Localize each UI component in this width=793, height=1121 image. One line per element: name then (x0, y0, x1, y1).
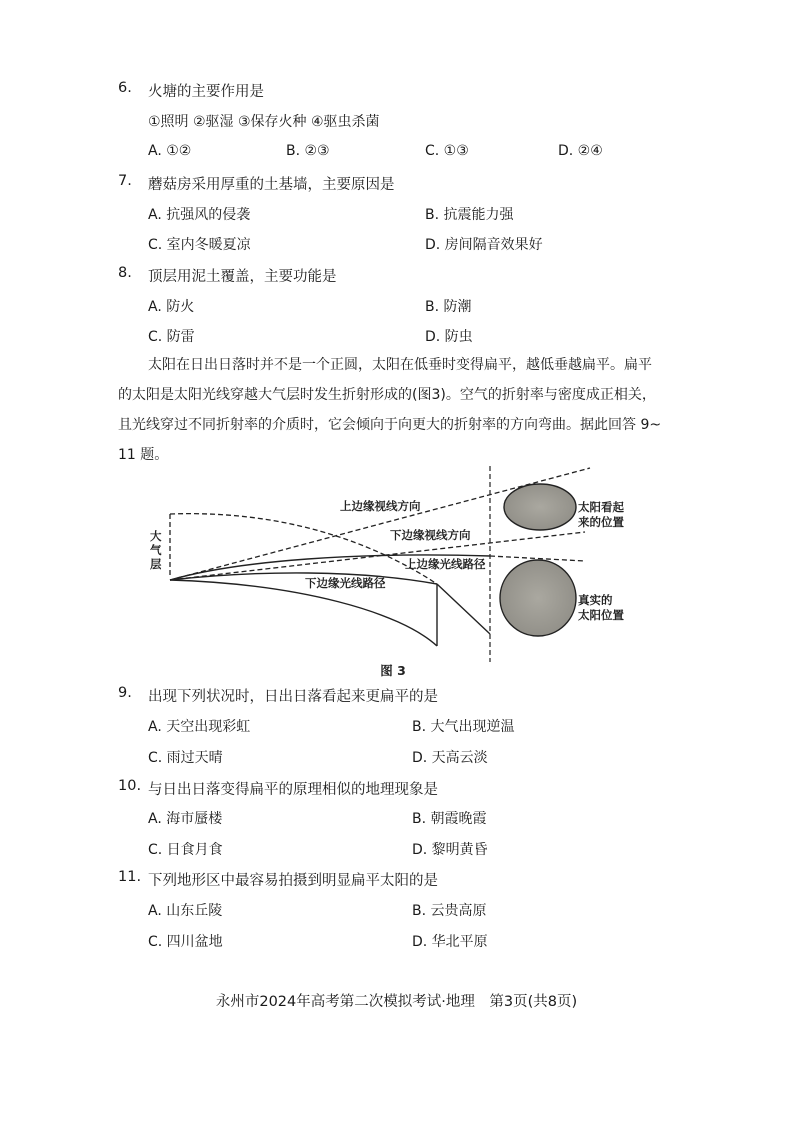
page-footer: 永州市2024年高考第二次模拟考试·地理 第3页(共8页) (215, 994, 578, 1010)
real-sun-label-2: 太阳位置 (578, 608, 624, 622)
question-6-option-b[interactable]: B. ②③ (286, 143, 330, 159)
lower-ray-to-sun (437, 584, 490, 634)
upper-sight-label: 上边缘视线方向 (340, 499, 421, 513)
question-6-option-d[interactable]: D. ②④ (558, 143, 603, 159)
question-7-option-b[interactable]: B. 抗震能力强 (425, 207, 514, 223)
atmosphere-label-2: 气 (150, 543, 162, 557)
question-8-option-d[interactable]: D. 防虫 (425, 329, 473, 345)
question-8-option-b[interactable]: B. 防潮 (425, 299, 472, 315)
question-6-number: 6. (118, 80, 132, 96)
question-7-number: 7. (118, 173, 132, 189)
question-10-number: 10. (118, 778, 142, 794)
question-10-option-b[interactable]: B. 朝霞晚霞 (412, 811, 487, 827)
question-9-option-b[interactable]: B. 大气出现逆温 (412, 719, 515, 735)
question-6-stem: 火塘的主要作用是 (148, 84, 264, 100)
figure-caption: 图 3 (380, 663, 406, 678)
question-9-option-d[interactable]: D. 天高云淡 (412, 750, 488, 766)
question-9-option-c[interactable]: C. 雨过天晴 (148, 750, 223, 766)
apparent-sun-label-1: 太阳看起 (578, 500, 624, 514)
apparent-sun-label-2: 来的位置 (578, 515, 624, 529)
real-sun (500, 560, 576, 636)
question-11-option-b[interactable]: B. 云贵高原 (412, 903, 487, 919)
question-10-stem: 与日出日落变得扁平的原理相似的地理现象是 (148, 782, 438, 798)
upper-ray-label: 上边缘光线路径 (405, 557, 486, 571)
question-10-option-c[interactable]: C. 日食月食 (148, 842, 223, 858)
atmosphere-label-1: 大 (150, 529, 162, 543)
question-9-option-a[interactable]: A. 天空出现彩虹 (148, 719, 251, 735)
real-sun-label-1: 真实的 (578, 593, 613, 607)
figure-3-diagram (0, 460, 793, 685)
question-7-option-c[interactable]: C. 室内冬暖夏凉 (148, 237, 251, 253)
question-8-stem: 顶层用泥土覆盖，主要功能是 (148, 269, 337, 285)
question-7-stem: 蘑菇房采用厚重的土基墙，主要原因是 (148, 177, 395, 193)
question-8-number: 8. (118, 265, 132, 281)
question-8-option-a[interactable]: A. 防火 (148, 299, 195, 315)
atmosphere-bottom-curve (170, 580, 437, 646)
question-11-option-c[interactable]: C. 四川盆地 (148, 934, 223, 950)
question-11-option-d[interactable]: D. 华北平原 (412, 934, 488, 950)
question-6-option-c[interactable]: C. ①③ (425, 143, 469, 159)
question-9-number: 9. (118, 685, 132, 701)
question-11-number: 11. (118, 869, 142, 885)
question-6-subline: ①照明 ②驱湿 ③保存火种 ④驱虫杀菌 (148, 114, 380, 130)
passage-line-2: 的太阳是太阳光线穿越大气层时发生折射形成的(图3)。空气的折射率与密度成正相关， (118, 387, 656, 403)
passage-line-4: 11 题。 (118, 447, 169, 463)
question-7-option-d[interactable]: D. 房间隔音效果好 (425, 237, 543, 253)
question-6-option-a[interactable]: A. ①② (148, 143, 192, 159)
question-10-option-a[interactable]: A. 海市蜃楼 (148, 811, 223, 827)
question-9-stem: 出现下列状况时，日出日落看起来更扁平的是 (148, 689, 438, 705)
passage-line-1: 太阳在日出日落时并不是一个正圆，太阳在低垂时变得扁平，越低垂越扁平。扁平 (148, 357, 652, 373)
lower-sight-label: 下边缘视线方向 (390, 528, 471, 542)
question-7-option-a[interactable]: A. 抗强风的侵袭 (148, 207, 251, 223)
question-8-option-c[interactable]: C. 防雷 (148, 329, 195, 345)
passage-line-3: 且光线穿过不同折射率的介质时，它会倾向于向更大的折射率的方向弯曲。据此回答 9~ (118, 417, 662, 433)
atmosphere-label-3: 层 (150, 557, 162, 571)
apparent-sun (504, 484, 576, 530)
question-11-stem: 下列地形区中最容易拍摄到明显扁平太阳的是 (148, 873, 438, 889)
question-11-option-a[interactable]: A. 山东丘陵 (148, 903, 223, 919)
question-10-option-d[interactable]: D. 黎明黄昏 (412, 842, 488, 858)
lower-ray-label: 下边缘光线路径 (305, 576, 386, 590)
